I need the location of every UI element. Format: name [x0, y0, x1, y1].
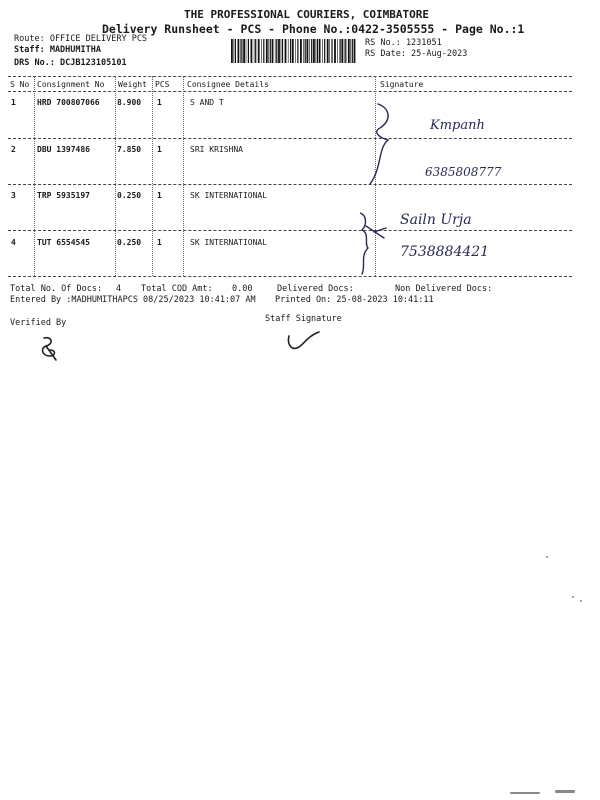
- barcode-bar: [258, 39, 260, 63]
- verified-initials-mark: [36, 334, 66, 362]
- rs-number: RS No.: 1231051: [365, 38, 442, 48]
- barcode-bar: [243, 39, 245, 63]
- barcode-bar: [322, 39, 323, 63]
- col-consignment: Consignment No: [37, 80, 105, 89]
- total-docs-label: Total No. Of Docs:: [10, 284, 103, 294]
- row-weight: 7.850: [117, 145, 142, 154]
- scan-speck: [555, 790, 575, 793]
- barcode-bar: [303, 39, 304, 63]
- staff-signature-mark: [285, 328, 325, 354]
- col-divider: [115, 76, 116, 276]
- barcode-bar: [324, 39, 325, 63]
- total-docs-value: 4: [116, 284, 122, 294]
- header-bottom-border: [8, 91, 572, 92]
- signature-row3: Sailn Urja: [400, 212, 472, 228]
- barcode-bar: [309, 39, 310, 63]
- barcode-bar: [327, 39, 329, 63]
- barcode-bar: [270, 39, 271, 63]
- total-cod-value: 0.00: [232, 284, 253, 294]
- entered-by: Entered By :MADHUMITHAPCS 08/25/2023 10:41:07 AM: [10, 295, 256, 305]
- row-sno: 1: [11, 98, 16, 107]
- rs-date: RS Date: 25-Aug-2023: [365, 49, 468, 59]
- col-sno: S No: [10, 80, 30, 89]
- verified-by-label: Verified By: [10, 318, 67, 328]
- barcode-bar: [352, 39, 353, 63]
- barcode-bar: [331, 39, 332, 63]
- row-pcs: 1: [157, 238, 162, 247]
- barcode-bar: [317, 39, 318, 63]
- barcode-bar: [300, 39, 302, 63]
- staff-signature-label: Staff Signature: [265, 314, 342, 324]
- barcode-bar: [292, 39, 294, 63]
- barcode-bar: [248, 39, 249, 63]
- row-consignment: TRP 5935197: [37, 191, 90, 200]
- scan-speck: [510, 792, 540, 794]
- signature-row1: Kmpanh: [430, 118, 485, 133]
- barcode-bar: [313, 39, 315, 63]
- barcode-bar: [246, 39, 247, 63]
- barcode-bar: [255, 39, 256, 63]
- company-title: THE PROFESSIONAL COURIERS, COIMBATORE: [184, 8, 430, 21]
- barcode-bar: [272, 39, 274, 63]
- barcode-bar: [334, 39, 336, 63]
- barcode-bar: [254, 39, 255, 63]
- barcode-bar: [231, 39, 233, 63]
- row-sno: 3: [11, 191, 16, 200]
- col-divider: [183, 76, 184, 276]
- barcode-bar: [319, 39, 321, 63]
- route: Route: OFFICE DELIVERY PCS: [14, 34, 148, 44]
- barcode-bar: [311, 39, 312, 63]
- barcode-bar: [263, 39, 264, 63]
- barcode-bar: [316, 39, 317, 63]
- row-consignment: DBU 1397486: [37, 145, 90, 154]
- row-weight: 8.900: [117, 98, 142, 107]
- col-consignee: Consignee Details: [187, 80, 269, 89]
- row-pcs: 1: [157, 145, 162, 154]
- delivered-docs-label: Delivered Docs:: [277, 284, 354, 294]
- scan-speck: [546, 556, 548, 558]
- barcode-bar: [290, 39, 291, 63]
- table-top-border: [8, 76, 572, 77]
- scan-speck: [572, 596, 574, 598]
- barcode-bar: [354, 39, 356, 63]
- printed-on: Printed On: 25-08-2023 10:41:11: [275, 295, 434, 305]
- col-weight: Weight: [118, 80, 147, 89]
- row-consignee: S AND T: [190, 98, 224, 107]
- barcode-bar: [348, 39, 350, 63]
- staff-name: Staff: MADHUMITHA: [14, 45, 101, 55]
- barcode-bar: [305, 39, 306, 63]
- barcode-bar: [340, 39, 341, 63]
- barcode-bar: [281, 39, 282, 63]
- barcode-bar: [288, 39, 289, 63]
- barcode-bar: [251, 39, 253, 63]
- barcode-bar: [235, 39, 236, 63]
- drs-number: DRS No.: DCJB123105101: [14, 58, 127, 68]
- barcode-bar: [234, 39, 235, 63]
- row-consignee: SK INTERNATIONAL: [190, 191, 268, 200]
- col-pcs: PCS: [155, 80, 170, 89]
- barcode-bar: [278, 39, 280, 63]
- barcode-bar: [240, 39, 241, 63]
- barcode-bar: [337, 39, 338, 63]
- barcode-bar: [241, 39, 242, 63]
- barcode-bar: [282, 39, 283, 63]
- scan-speck: [580, 600, 582, 602]
- row-pcs: 1: [157, 98, 162, 107]
- phone-row2: 6385808777: [425, 165, 502, 179]
- phone-row4: 7538884421: [400, 244, 490, 260]
- row-sno: 2: [11, 145, 16, 154]
- runsheet-subtitle: Delivery Runsheet - PCS - Phone No.:0422-3505555 - Page No.:1: [102, 22, 525, 36]
- barcode: [230, 39, 358, 63]
- barcode-bar: [345, 39, 346, 63]
- barcode-bar: [238, 39, 240, 63]
- row-weight: 0.250: [117, 191, 142, 200]
- row-weight: 0.250: [117, 238, 142, 247]
- row-consignment: HRD 700807066: [37, 98, 100, 107]
- barcode-bar: [266, 39, 268, 63]
- total-cod-label: Total COD Amt:: [141, 284, 213, 294]
- barcode-bar: [295, 39, 296, 63]
- barcode-bar: [276, 39, 277, 63]
- barcode-bar: [275, 39, 276, 63]
- non-delivered-docs-label: Non Delivered Docs:: [395, 284, 493, 294]
- row-consignee: SK INTERNATIONAL: [190, 238, 268, 247]
- row-consignment: TUT 6554545: [37, 238, 90, 247]
- col-divider: [34, 76, 35, 276]
- barcode-bar: [285, 39, 287, 63]
- barcode-bar: [307, 39, 309, 63]
- row-pcs: 1: [157, 191, 162, 200]
- barcode-bar: [350, 39, 351, 63]
- barcode-bar: [261, 39, 262, 63]
- col-signature: Signature: [380, 80, 424, 89]
- barcode-bar: [329, 39, 330, 63]
- barcode-bar: [268, 39, 269, 63]
- row-sno: 4: [11, 238, 16, 247]
- col-divider: [152, 76, 153, 276]
- row-consignee: SRI KRISHNA: [190, 145, 243, 154]
- barcode-bar: [341, 39, 343, 63]
- barcode-bar: [344, 39, 345, 63]
- barcode-bar: [297, 39, 298, 63]
